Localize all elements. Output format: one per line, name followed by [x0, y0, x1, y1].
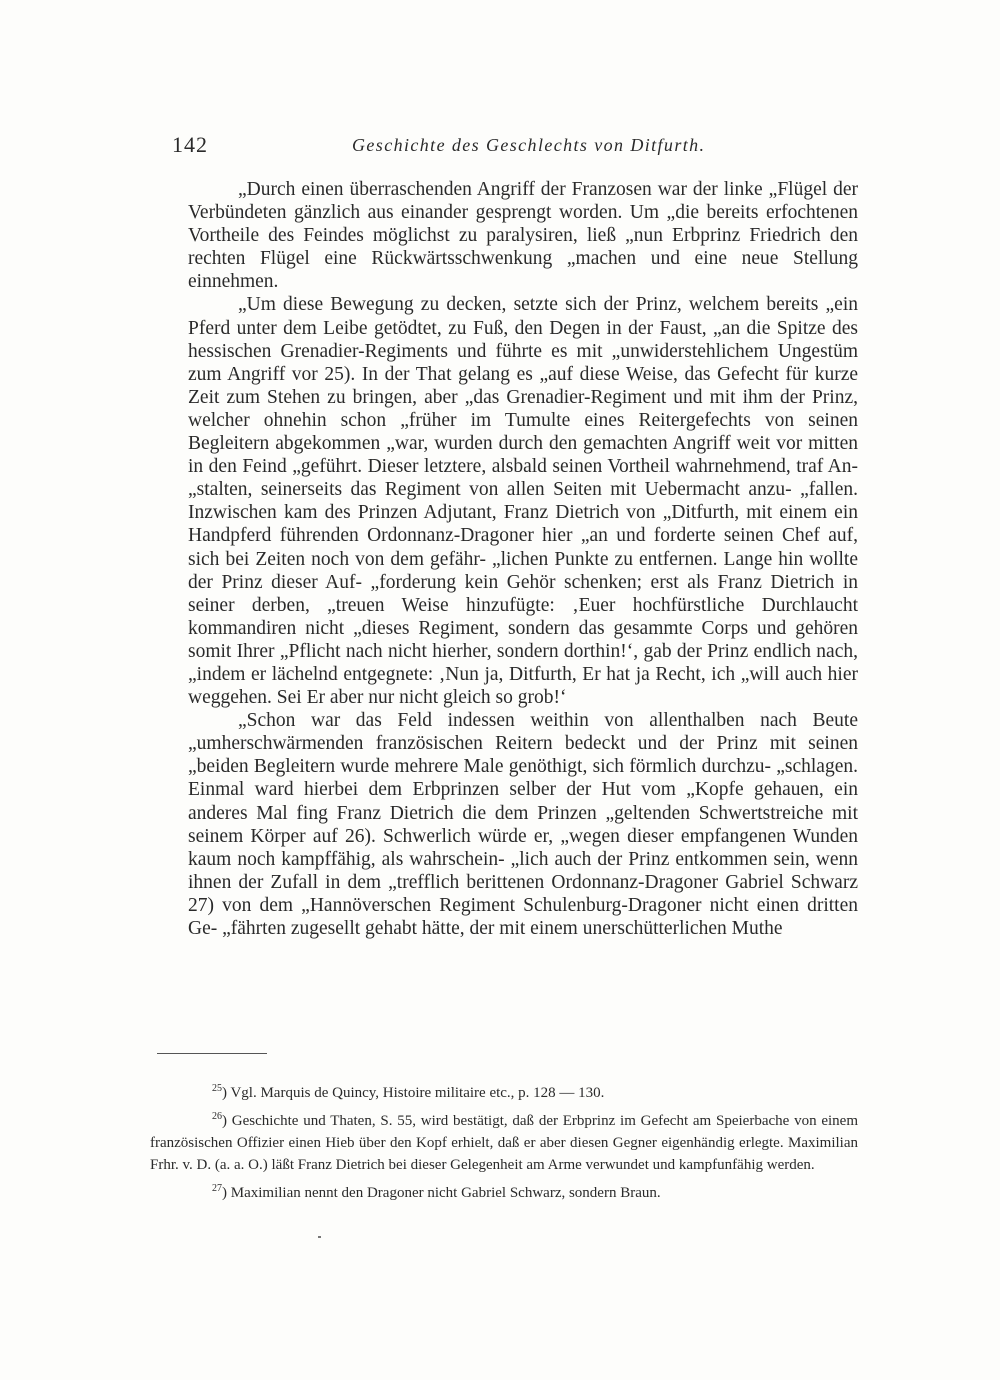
running-title: Geschichte des Geschlechts von Ditfurth. — [352, 135, 706, 155]
paragraph-2: „Um diese Bewegung zu decken, setzte sich der Prinz, welchem bereits „ein Pferd unter dem Leibe getödtet, zu Fuß, den Degen in der Faust, „an die Spitze des hessischen Grenadier-Regiments und führte es mit „unwiderstehlichem Ungestüm zum Angriff vor 25). In der That gelang es „auf diese Weise, das Gefecht für kurze Zeit zum Stehen zu bringen, aber „das Grenadier-Regiment und mit ihm der Prinz, welcher ohnehin schon „früher im Tumulte eines Reitergefechts von seinen Begleitern abgekommen „war, wurden durch den gemachten Angriff weit vor mitten in den Feind „geführt. Dieser letztere, alsbald seinen Vortheil wahrnehmend, traf An- „stalten, seinerseits das Regiment von allen Seiten mit Uebermacht anzu- „fallen. Inzwischen kam des Prinzen Adjutant, Franz Dietrich von „Ditfurth, mit einem ein Handpferd führenden Ordonnanz-Dragoner hier „an und forderte seinen Chef auf, sich bei Zeiten noch von dem gefähr- „lichen Punkte zu entfernen. Lange hin wollte der Prinz dieser Auf- „forderung kein Gehör schenken; erst als Franz Dietrich in seiner derben, „treuen Weise hinzufügte: ‚Euer hochfürstliche Durchlaucht kommandiren nicht „dieses Regiment, sondern das gesammte Corps und gehören somit Ihrer „Pflicht nach nicht hierher, sondern dorthin!‘, gab der Prinz endlich nach, „indem er lächelnd entgegnete: ‚Nun ja, Ditfurth, Er hat ja Recht, ich „will auch hier weggehen. Sei Er aber nur nicht gleich so grob!‘ — [188, 294, 858, 709]
footnote-26 — [150, 1106, 858, 1176]
footnote-divider — [157, 1053, 267, 1054]
footnote-text: ) Vgl. Marquis de Quincy, Histoire militaire etc., p. 128 — 130. — [222, 1085, 605, 1101]
footnote-27 — [150, 1178, 858, 1204]
print-speck — [318, 1236, 321, 1238]
page-header — [172, 132, 862, 162]
footnote-text: ) Maximilian nennt den Dragoner nicht Gabriel Schwarz, sondern Braun. — [222, 1185, 661, 1201]
footnotes — [150, 1078, 858, 1206]
footnote-25 — [150, 1078, 858, 1104]
footnote-number: 25 — [212, 1083, 222, 1094]
page-number: 142 — [172, 132, 208, 157]
footnote-number: 26 — [212, 1111, 222, 1122]
paragraph-1: „Durch einen überraschenden Angriff der Franzosen war der linke „Flügel der Verbündeten gänzlich aus einander gesprengt worden. Um „die bereits erfochtenen Vortheile des Feindes möglichst zu paralysiren, ließ „nun Erbprinz Friedrich den rechten Flügel eine Rückwärtsschwenkung „machen und eine neue Stellung einnehmen. — [188, 179, 858, 293]
paragraph-3: „Schon war das Feld indessen weithin von allenthalben nach Beute „umherschwärmenden französischen Reitern bedeckt und der Prinz mit seinen „beiden Begleitern wurde mehrere Male genöthigt, sich förmlich durchzu- „schlagen. Einmal ward hierbei dem Erbprinzen selber der Hut vom „Kopfe gehauen, ein anderes Mal fing Franz Dietrich die dem Prinzen „geltenden Schwertstreiche mit seinem Körper auf 26). Schwerlich würde er, „wegen dieser empfangenen Wunden kaum noch kampffähig, als wahrschein- „lich auch der Prinz entkommen sein, wenn ihnen der Zufall in dem „trefflich berittenen Ordonnanz-Dragoner Gabriel Schwarz 27) von dem „Hannöverschen Regiment Schulenburg-Dragoner nicht einen dritten Ge- „fährten zugesellt gehabt hätte, der mit einem unerschütterlichen Muthe — [188, 710, 858, 939]
main-text — [188, 178, 858, 940]
footnote-number: 27 — [212, 1183, 222, 1194]
footnote-text: ) Geschichte und Thaten, S. 55, wird bestätigt, daß der Erbprinz im Gefecht am Speierbache von einem französischen Offizier einen Hieb über den Kopf erhielt, daß er aber diesen Gegner eigenhändig erlegte. Maximilian Frhr. v. D. (a. a. O.) läßt Franz Dietrich bei dieser Gelegenheit am Arme verwundet und kampfunfähig werden. — [150, 1113, 858, 1173]
